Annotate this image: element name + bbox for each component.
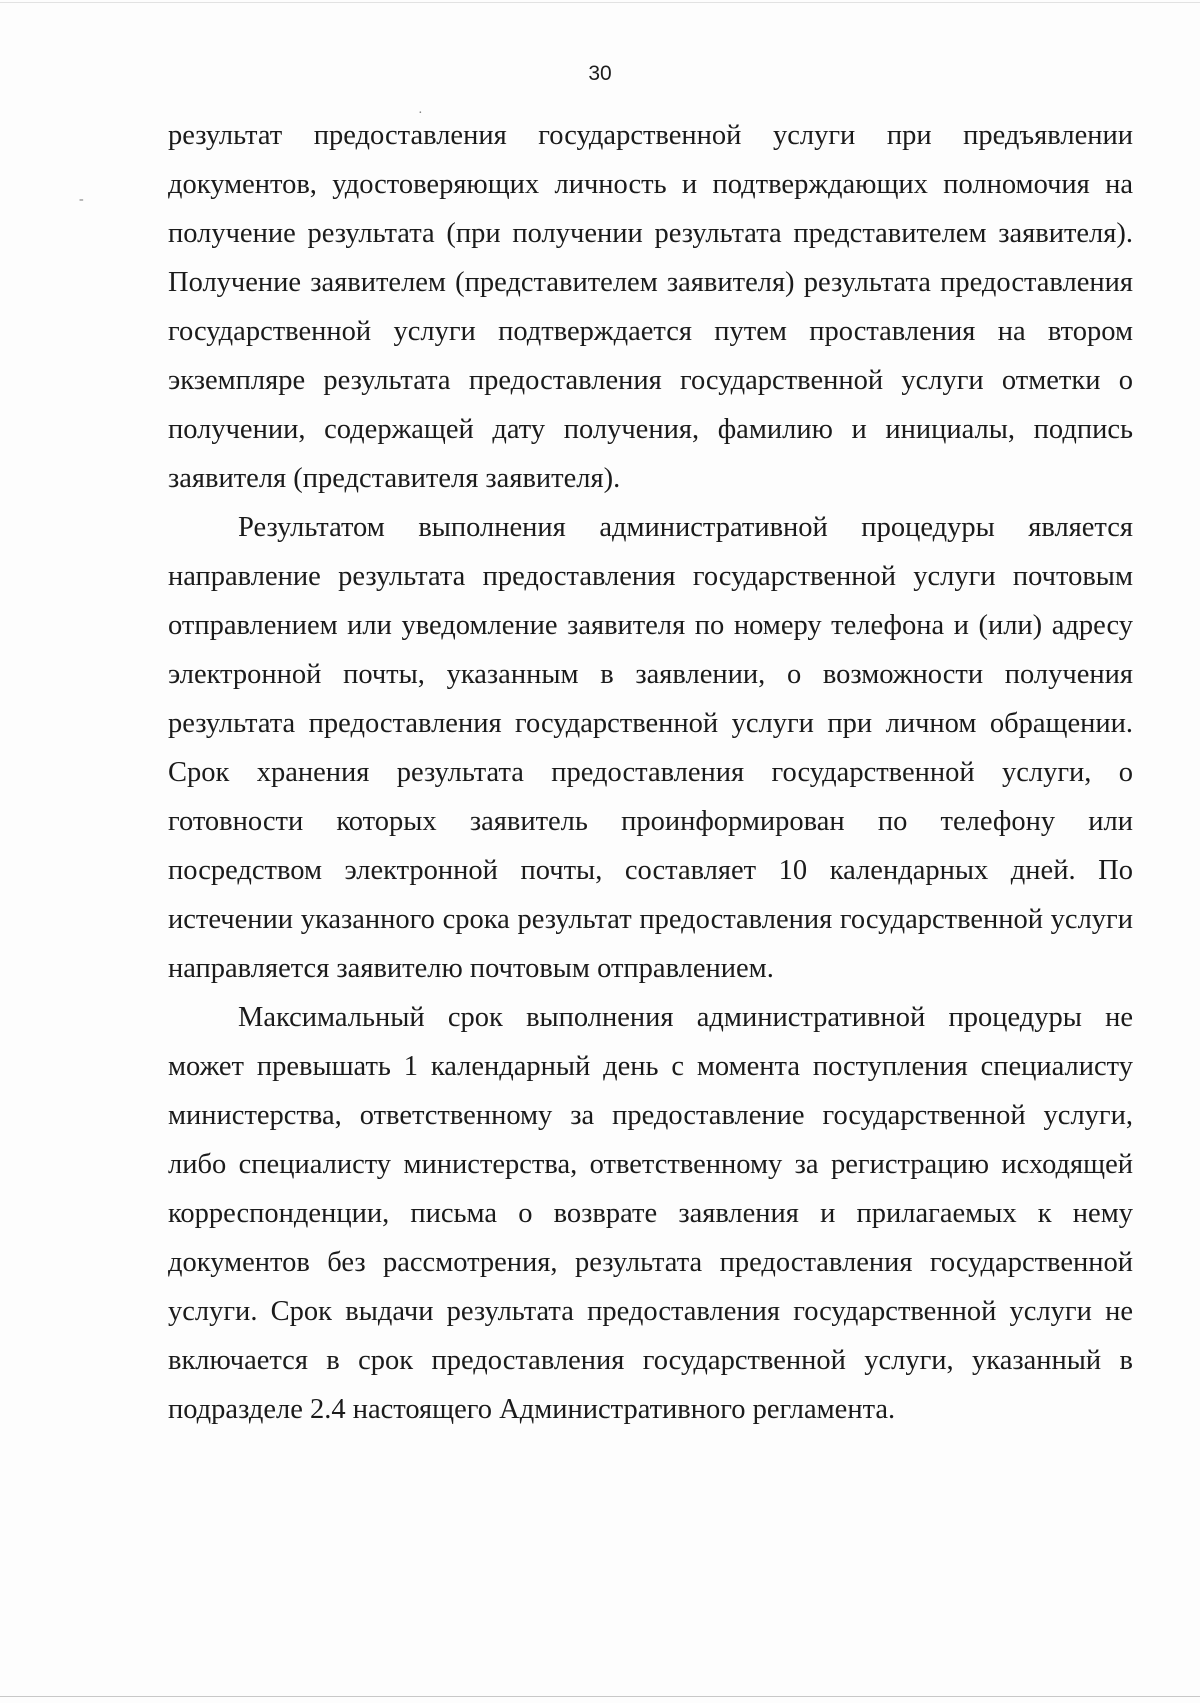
paragraph-max-term: Максимальный срок выполнения административной процедуры не может превышать 1 календарный день с момента поступления специалисту министерства, ответственному за предоставление государственной услуги, либо специалисту министерства, ответственному за регистрацию исходящей корреспонденции, письма о возврате заявления и прилагаемых к нему документов без рассмотрения, результата предоставления государственной услуги. Срок выдачи результата предоставления государственной услуги не включается в срок предоставления государственной услуги, указанный в подразделе 2.4 настоящего Административного регламента. — [168, 1002, 1133, 1425]
paragraph-result-receipt: результат предоставления государственной услуги при предъявлении документов, удостоверяющих личность и подтверждающих полномочия на получение результата (при получении результата представителем заявителя). Получение заявителем (представителем заявителя) результата предоставления государственной услуги подтверждается путем проставления на втором экземпляре результата предоставления государственной услуги отметки о получении, содержащей дату получения, фамилию и инициалы, подпись заявителя (представителя заявителя). — [168, 120, 1133, 494]
page-number: 30 — [588, 62, 612, 85]
scan-speck: - — [79, 192, 84, 207]
body-text — [168, 111, 1133, 1434]
scan-edge-top — [0, 2, 1200, 3]
scan-speck: · — [418, 106, 423, 121]
paragraph-procedure-result: Результатом выполнения административной процедуры является направление результата предоставления государственной услуги почтовым отправлением или уведомление заявителя по номеру телефона и (или) адресу электронной почты, указанным в заявлении, о возможности получения результата предоставления государственной услуги при личном обращении. Срок хранения результата предоставления государственной услуги, о готовности которых заявитель проинформирован по телефону или посредством электронной почты, составляет 10 календарных дней. По истечении указанного срока результат предоставления государственной услуги направляется заявителю почтовым отправлением. — [168, 512, 1133, 984]
scan-edge-bottom — [0, 1696, 1200, 1697]
